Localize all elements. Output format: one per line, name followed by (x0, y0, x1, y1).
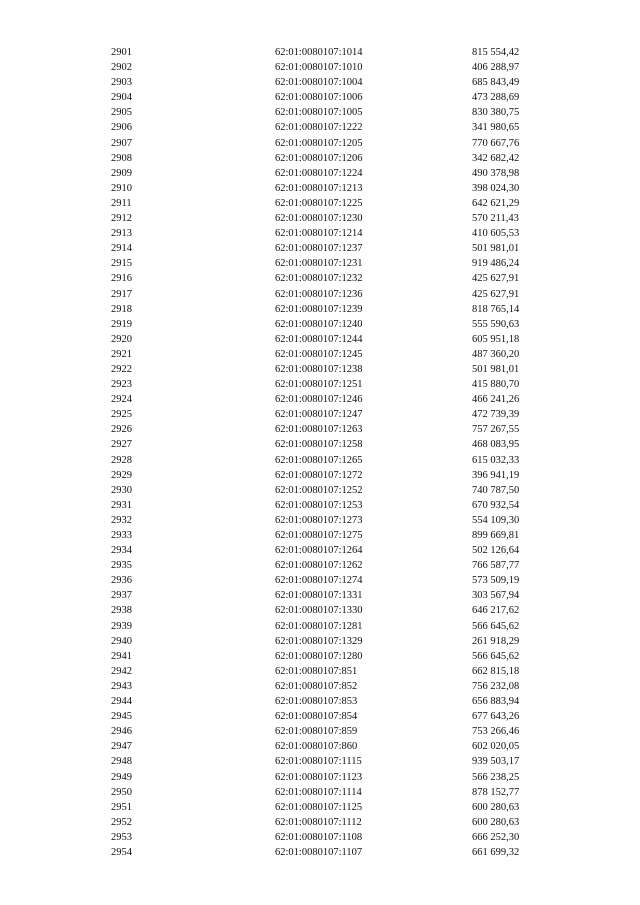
table-row (0, 377, 640, 392)
table-row (0, 754, 640, 769)
cadastral-number: 62:01:0080107:1238 (275, 363, 363, 375)
cadastral-value: 753 266,46 (472, 726, 520, 738)
cadastral-number: 62:01:0080107:1123 (275, 771, 363, 783)
row-number: 2948 (111, 756, 132, 768)
cadastral-number: 62:01:0080107:1262 (275, 560, 363, 572)
cadastral-value: 570 211,43 (472, 213, 519, 225)
row-number: 2915 (111, 258, 132, 270)
row-number: 2916 (111, 273, 132, 285)
cadastral-value: 415 880,70 (472, 379, 520, 391)
cadastral-value: 342 682,42 (472, 152, 520, 164)
cadastral-value: 919 486,24 (472, 258, 520, 270)
row-number: 2919 (111, 318, 132, 330)
row-number: 2933 (111, 530, 132, 541)
cadastral-value: 468 083,95 (472, 439, 520, 451)
row-number: 2950 (111, 786, 132, 798)
cadastral-number: 62:01:0080107:1112 (275, 816, 362, 828)
table-row (0, 603, 640, 618)
cadastral-value: 830 380,75 (472, 107, 520, 119)
table-row (0, 770, 640, 785)
cadastral-number: 62:01:0080107:1331 (275, 590, 363, 602)
cadastral-value: 555 590,63 (472, 318, 520, 330)
cadastral-number: 62:01:0080107:1329 (275, 635, 363, 647)
table-row (0, 302, 640, 317)
cadastral-value: 602 020,05 (472, 741, 520, 753)
row-number: 2939 (111, 620, 132, 632)
table-row (0, 739, 640, 754)
cadastral-number: 62:01:0080107:860 (275, 741, 358, 753)
table-row (0, 136, 640, 151)
cadastral-value: 554 109,30 (472, 514, 520, 526)
cadastral-value: 566 238,25 (472, 771, 520, 783)
row-number: 2911 (111, 197, 132, 209)
table-row (0, 332, 640, 347)
cadastral-number: 62:01:0080107:1005 (275, 107, 363, 119)
cadastral-value: 473 288,69 (472, 92, 520, 104)
row-number: 2943 (111, 680, 132, 692)
cadastral-number: 62:01:0080107:1251 (275, 379, 363, 391)
table-row (0, 347, 640, 362)
row-number: 2909 (111, 167, 132, 179)
cadastral-value: 573 509,19 (472, 575, 520, 587)
table-row (0, 287, 640, 302)
row-number: 2936 (111, 575, 132, 587)
table-row (0, 453, 640, 468)
table-row (0, 845, 640, 860)
cadastral-number: 62:01:0080107:1232 (275, 273, 363, 285)
cadastral-value: 662 815,18 (472, 665, 520, 677)
row-number: 2923 (111, 379, 132, 391)
row-number: 2925 (111, 409, 132, 421)
row-number: 2926 (111, 424, 132, 436)
row-number: 2931 (111, 499, 132, 511)
row-number: 2907 (111, 137, 132, 149)
row-number: 2951 (111, 801, 132, 813)
table-row (0, 543, 640, 558)
cadastral-number: 62:01:0080107:853 (275, 696, 358, 708)
cadastral-number: 62:01:0080107:1265 (275, 454, 363, 466)
cadastral-number: 62:01:0080107:1006 (275, 92, 363, 104)
cadastral-number: 62:01:0080107:1222 (275, 122, 363, 134)
cadastral-value: 502 126,64 (472, 545, 520, 557)
table-row (0, 649, 640, 664)
table-row (0, 241, 640, 256)
table-row (0, 362, 640, 377)
row-number: 2929 (111, 469, 132, 481)
cadastral-number: 62:01:0080107:1236 (275, 288, 363, 300)
cadastral-number: 62:01:0080107:1272 (275, 469, 363, 481)
cadastral-value: 566 645,62 (472, 650, 520, 662)
cadastral-number: 62:01:0080107:1280 (275, 650, 363, 662)
cadastral-number: 62:01:0080107:854 (275, 711, 358, 723)
cadastral-value: 487 360,20 (472, 348, 520, 360)
table-row (0, 90, 640, 105)
table-row (0, 75, 640, 90)
table-row (0, 634, 640, 649)
table-row (0, 166, 640, 181)
row-number: 2952 (111, 816, 132, 828)
cadastral-number: 62:01:0080107:1010 (275, 62, 363, 74)
table-row (0, 558, 640, 573)
row-number: 2903 (111, 77, 132, 89)
cadastral-value: 815 554,42 (472, 47, 520, 58)
row-number: 2912 (111, 213, 132, 225)
cadastral-value: 757 267,55 (472, 424, 520, 436)
row-number: 2945 (111, 711, 132, 723)
row-number: 2953 (111, 831, 132, 843)
cadastral-number: 62:01:0080107:1252 (275, 484, 363, 496)
table-row (0, 151, 640, 166)
row-number: 2949 (111, 771, 132, 783)
cadastral-value: 600 280,63 (472, 816, 520, 828)
cadastral-number: 62:01:0080107:1107 (275, 846, 363, 858)
table-row (0, 483, 640, 498)
row-number: 2942 (111, 665, 132, 677)
row-number: 2930 (111, 484, 132, 496)
cadastral-number: 62:01:0080107:1245 (275, 348, 363, 360)
row-number: 2928 (111, 454, 132, 466)
table-row (0, 60, 640, 75)
table-row (0, 573, 640, 588)
row-number: 2914 (111, 243, 132, 255)
cadastral-value: 939 503,17 (472, 756, 520, 768)
cadastral-number: 62:01:0080107:1206 (275, 152, 363, 164)
cadastral-value: 899 669,81 (472, 530, 520, 541)
cadastral-number: 62:01:0080107:1225 (275, 197, 363, 209)
table-row (0, 815, 640, 830)
cadastral-number: 62:01:0080107:1231 (275, 258, 363, 270)
table-row (0, 619, 640, 634)
cadastral-number: 62:01:0080107:1258 (275, 439, 363, 451)
table-row (0, 468, 640, 483)
cadastral-number: 62:01:0080107:1263 (275, 424, 363, 436)
cadastral-value: 656 883,94 (472, 696, 520, 708)
cadastral-number: 62:01:0080107:1244 (275, 333, 363, 345)
table-row (0, 211, 640, 226)
cadastral-value: 740 787,50 (472, 484, 520, 496)
table-row (0, 724, 640, 739)
row-number: 2918 (111, 303, 132, 315)
cadastral-value: 685 843,49 (472, 77, 520, 89)
table-row (0, 45, 640, 60)
cadastral-number: 62:01:0080107:1274 (275, 575, 363, 587)
cadastral-value: 410 605,53 (472, 228, 520, 240)
row-number: 2935 (111, 560, 132, 572)
cadastral-value: 406 288,97 (472, 62, 520, 74)
cadastral-number: 62:01:0080107:1330 (275, 605, 363, 617)
table-row (0, 317, 640, 332)
cadastral-number: 62:01:0080107:1264 (275, 545, 363, 557)
cadastral-number: 62:01:0080107:859 (275, 726, 358, 738)
cadastral-value: 615 032,33 (472, 454, 520, 466)
row-number: 2944 (111, 696, 132, 708)
cadastral-number: 62:01:0080107:1213 (275, 182, 363, 194)
cadastral-number: 62:01:0080107:1125 (275, 801, 363, 813)
row-number: 2910 (111, 182, 132, 194)
cadastral-value: 766 587,77 (472, 560, 520, 572)
data-table (0, 45, 640, 860)
cadastral-value: 425 627,91 (472, 273, 520, 285)
cadastral-value: 600 280,63 (472, 801, 520, 813)
row-number: 2921 (111, 348, 132, 360)
cadastral-number: 62:01:0080107:1214 (275, 228, 363, 240)
cadastral-value: 642 621,29 (472, 197, 520, 209)
table-row (0, 830, 640, 845)
cadastral-number: 62:01:0080107:1230 (275, 213, 363, 225)
cadastral-number: 62:01:0080107:1246 (275, 394, 363, 406)
table-row (0, 226, 640, 241)
cadastral-number: 62:01:0080107:1004 (275, 77, 363, 89)
table-row (0, 528, 640, 543)
row-number: 2940 (111, 635, 132, 647)
cadastral-value: 605 951,18 (472, 333, 520, 345)
cadastral-value: 661 699,32 (472, 846, 520, 858)
row-number: 2938 (111, 605, 132, 617)
row-number: 2932 (111, 514, 132, 526)
table-row (0, 105, 640, 120)
cadastral-value: 261 918,29 (472, 635, 520, 647)
cadastral-value: 878 152,77 (472, 786, 520, 798)
cadastral-number: 62:01:0080107:1205 (275, 137, 363, 149)
cadastral-number: 62:01:0080107:1237 (275, 243, 363, 255)
row-number: 2954 (111, 846, 132, 858)
cadastral-value: 670 932,54 (472, 499, 520, 511)
cadastral-value: 398 024,30 (472, 182, 520, 194)
row-number: 2941 (111, 650, 132, 662)
cadastral-value: 490 378,98 (472, 167, 520, 179)
table-row (0, 407, 640, 422)
table-row (0, 664, 640, 679)
table-row (0, 679, 640, 694)
row-number: 2917 (111, 288, 132, 300)
cadastral-value: 677 643,26 (472, 711, 520, 723)
table-row (0, 709, 640, 724)
table-row (0, 437, 640, 452)
cadastral-number: 62:01:0080107:1273 (275, 514, 363, 526)
cadastral-value: 756 232,08 (472, 680, 520, 692)
row-number: 2902 (111, 62, 132, 74)
cadastral-value: 818 765,14 (472, 303, 520, 315)
row-number: 2913 (111, 228, 132, 240)
cadastral-value: 396 941,19 (472, 469, 520, 481)
row-number: 2920 (111, 333, 132, 345)
row-number: 2901 (111, 47, 132, 58)
table-row (0, 120, 640, 135)
cadastral-number: 62:01:0080107:1275 (275, 530, 363, 541)
row-number: 2906 (111, 122, 132, 134)
cadastral-value: 770 667,76 (472, 137, 520, 149)
cadastral-number: 62:01:0080107:1014 (275, 47, 363, 58)
cadastral-number: 62:01:0080107:1114 (275, 786, 362, 798)
cadastral-value: 501 981,01 (472, 363, 520, 375)
cadastral-number: 62:01:0080107:1115 (275, 756, 362, 768)
cadastral-value: 303 567,94 (472, 590, 520, 602)
cadastral-number: 62:01:0080107:852 (275, 680, 358, 692)
cadastral-number: 62:01:0080107:1240 (275, 318, 363, 330)
row-number: 2947 (111, 741, 132, 753)
cadastral-value: 501 981,01 (472, 243, 520, 255)
row-number: 2937 (111, 590, 132, 602)
row-number: 2908 (111, 152, 132, 164)
cadastral-value: 566 645,62 (472, 620, 520, 632)
table-row (0, 513, 640, 528)
table-row (0, 181, 640, 196)
cadastral-value: 341 980,65 (472, 122, 520, 134)
cadastral-number: 62:01:0080107:1224 (275, 167, 363, 179)
cadastral-value: 646 217,62 (472, 605, 520, 617)
cadastral-value: 466 241,26 (472, 394, 520, 406)
cadastral-number: 62:01:0080107:1247 (275, 409, 363, 421)
table-row (0, 271, 640, 286)
table-row (0, 694, 640, 709)
cadastral-value: 425 627,91 (472, 288, 520, 300)
row-number: 2946 (111, 726, 132, 738)
cadastral-number: 62:01:0080107:1253 (275, 499, 363, 511)
table-row (0, 256, 640, 271)
row-number: 2922 (111, 363, 132, 375)
row-number: 2904 (111, 92, 132, 104)
row-number: 2905 (111, 107, 132, 119)
row-number: 2934 (111, 545, 132, 557)
table-row (0, 785, 640, 800)
cadastral-number: 62:01:0080107:1281 (275, 620, 363, 632)
cadastral-number: 62:01:0080107:851 (275, 665, 358, 677)
table-row (0, 422, 640, 437)
cadastral-number: 62:01:0080107:1239 (275, 303, 363, 315)
table-row (0, 196, 640, 211)
cadastral-value: 666 252,30 (472, 831, 520, 843)
table-row (0, 800, 640, 815)
cadastral-value: 472 739,39 (472, 409, 520, 421)
table-row (0, 392, 640, 407)
row-number: 2924 (111, 394, 132, 406)
cadastral-number: 62:01:0080107:1108 (275, 831, 363, 843)
row-number: 2927 (111, 439, 132, 451)
table-row (0, 588, 640, 603)
table-row (0, 498, 640, 513)
